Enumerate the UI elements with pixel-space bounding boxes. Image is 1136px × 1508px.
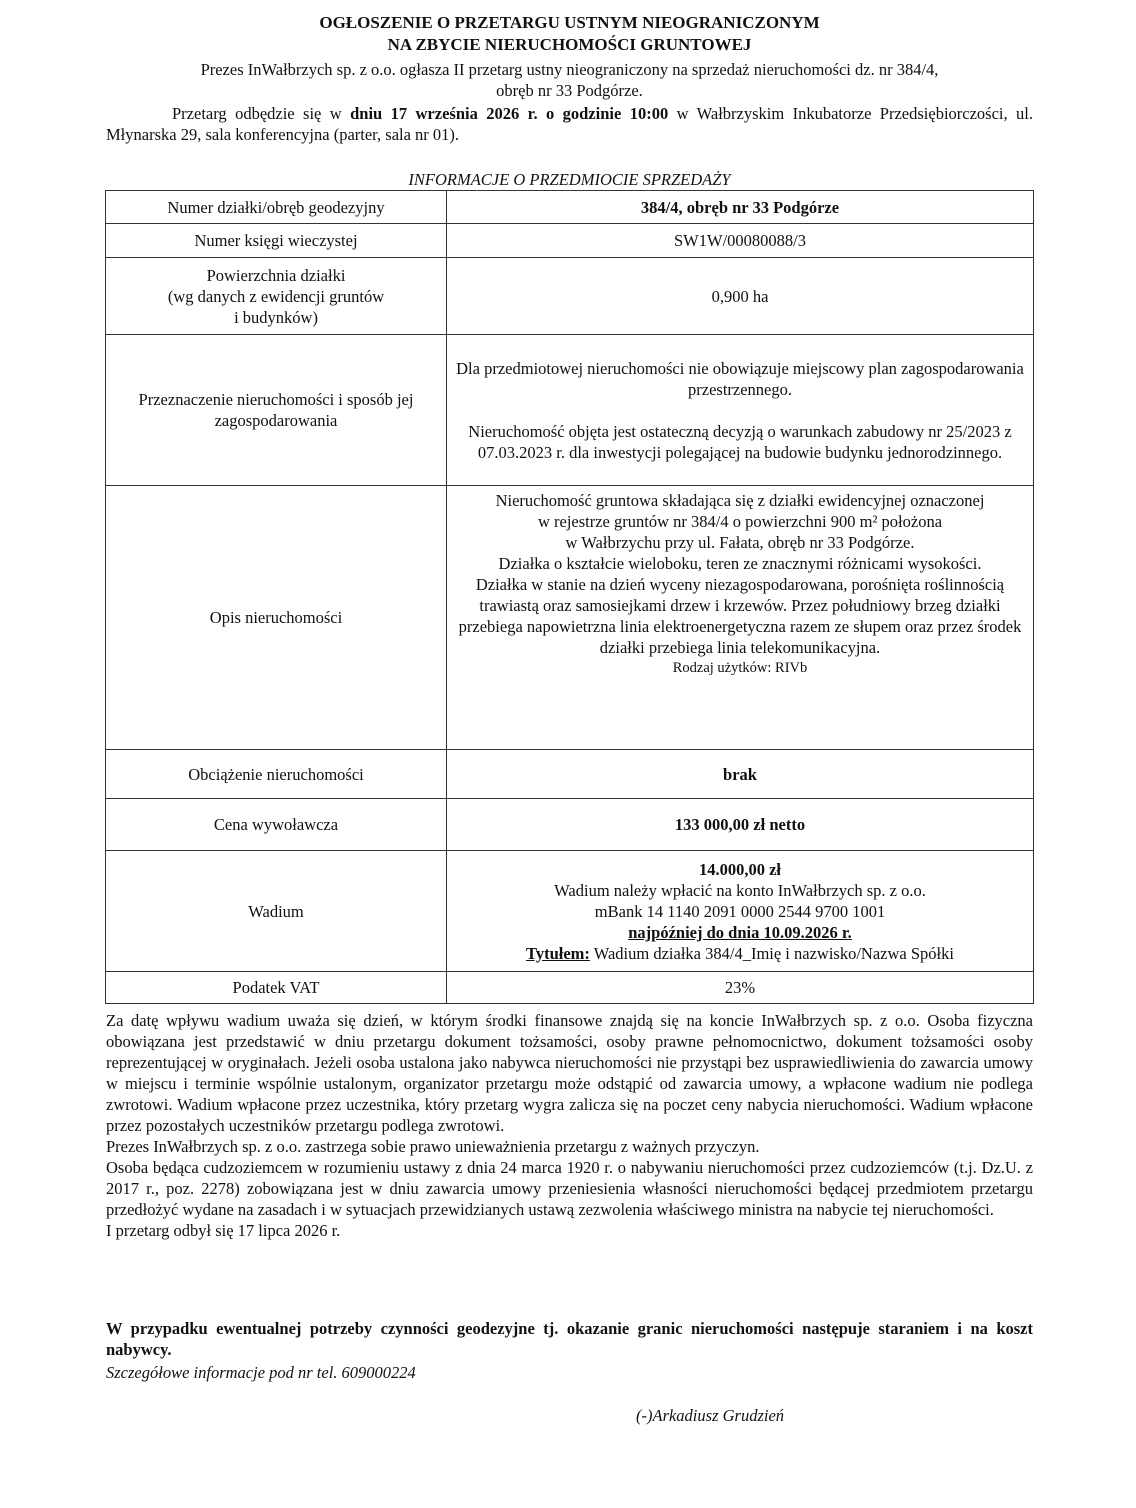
row-label-line: (wg danych z ewidencji gruntów (167, 286, 385, 306)
row-value (447, 486, 1034, 750)
row-label-line: Powierzchnia działki (206, 265, 346, 285)
table-row (106, 224, 1034, 258)
row-value-line: Nieruchomość gruntowa składająca się z działki ewidencyjnej oznaczonej (495, 491, 985, 510)
row-value: 133 000,00 zł netto (447, 799, 1034, 851)
deposit-amount: 14.000,00 zł (698, 859, 782, 879)
row-value-line: Działka w stanie na dzień wyceny niezagospodarowana, porośnięta roślinnością trawiastą oraz samosiejkami drzew i krzewów. Przez południowy brzeg działki przebiega napowietrzna linia elektroenergetyczna razem ze słupem oraz przez środek działki przebiega linia telekomunikacyjna. (458, 575, 1022, 657)
row-value (447, 335, 1034, 486)
schedule-paragraph (106, 103, 1033, 145)
intro-paragraph (106, 59, 1033, 101)
signature: (-)Arkadiusz Grudzień (636, 1406, 785, 1425)
transfer-title (455, 943, 1025, 964)
transfer-title-label: Tytułem: (526, 943, 590, 963)
row-value: SW1W/00080088/3 (447, 224, 1034, 258)
table-row (106, 851, 1034, 972)
row-label: Podatek VAT (106, 972, 447, 1004)
row-value-line: w Wałbrzychu przy ul. Fałata, obręb nr 33 Podgórze. (565, 533, 915, 552)
row-value: brak (447, 750, 1034, 799)
table-row (106, 486, 1034, 750)
intro-line-2: obręb nr 33 Podgórze. (496, 81, 643, 100)
title-line-1: OGŁOSZENIE O PRZETARGU USTNYM NIEOGRANICZONYM (319, 13, 820, 32)
geodesy-notice: W przypadku ewentualnej potrzeby czynności geodezyjne tj. okazanie granic nieruchomości następuje staraniem i na koszt nabywcy. (106, 1319, 1033, 1359)
table-row (106, 258, 1034, 335)
table-row (106, 799, 1034, 851)
table-row (106, 972, 1034, 1004)
row-label: Numer działki/obręb geodezyjny (106, 191, 447, 224)
row-value-line: Dla przedmiotowej nieruchomości nie obowiązuje miejscowy plan zagospodarowania przestrzennego. (456, 358, 1024, 399)
land-use-type: Rodzaj użytków: RIVb (672, 660, 808, 676)
row-value-line: Działka o kształcie wieloboku, teren ze znacznymi różnicami wysokości. (498, 554, 982, 573)
row-value: 384/4, obręb nr 33 Podgórze (447, 191, 1034, 224)
bank-account: mBank 14 1140 2091 0000 2544 9700 1001 (594, 901, 886, 921)
notes-section (106, 1010, 1033, 1241)
transfer-title-text: Wadium działka 384/4_Imię i nazwisko/Nazwa Spółki (589, 943, 954, 963)
table-row (106, 335, 1034, 486)
notes-paragraph: Za datę wpływu wadium uważa się dzień, w którym środki finansowe znajdą się na koncie InWałbrzych sp. z o.o. Osoba fizyczna obowiązana jest przedstawić w dniu przetargu dokument tożsamości, osoby prawne pełnomocnictwo, dokument tożsamości osoby reprezentującej w oryginałach. Jeżeli osoba ustalona jako nabywca nieruchomości nie przystąpi bez usprawiedliwienia do zawarcia umowy w miejscu i terminie wspólnie ustalonym, organizator przetargu może odstąpić od zawarcia umowy, a wpłacone wadium nie podlega zwrotowi. Wadium wpłacone przez uczestnika, który przetarg wygra zalicza się na poczet ceny nabycia nieruchomości. Wadium wpłacone przez pozostałych uczestników przetargu podlega zwrotowi. (106, 1011, 1033, 1135)
notes-paragraph: Prezes InWałbrzych sp. z o.o. zastrzega sobie prawo unieważnienia przetargu z ważnych przyczyn. (106, 1137, 760, 1156)
row-label: Numer księgi wieczystej (106, 224, 447, 258)
row-value-line: w rejestrze gruntów nr 384/4 o powierzchni 900 m² położona (537, 512, 943, 531)
row-label: Opis nieruchomości (106, 486, 447, 750)
schedule-date: dniu 17 września 2026 r. o godzinie 10:00 (350, 104, 669, 123)
row-value: 23% (447, 972, 1034, 1004)
intro-line-1: Prezes InWałbrzych sp. z o.o. ogłasza II przetarg ustny nieograniczony na sprzedaż nieruchomości dz. nr 384/4, (200, 60, 939, 79)
row-label (106, 258, 447, 335)
row-value (447, 851, 1034, 972)
notes-paragraph: I przetarg odbył się 17 lipca 2026 r. (106, 1221, 341, 1240)
title-line-2: NA ZBYCIE NIERUCHOMOŚCI GRUNTOWEJ (387, 35, 752, 54)
notes-paragraph: Osoba będąca cudzoziemcem w rozumieniu ustawy z dnia 24 marca 1920 r. o nabywaniu nieruchomości przez cudzoziemców (t.j. Dz.U. z 2017 r., poz. 2278) zobowiązana jest w dniu zawarcia umowy przeniesienia własności nieruchomości będącej przedmiotem przetargu przedłożyć wydane na zasadach i w sytuacjach przewidzianych ustawą zezwolenia właściwego ministra na nabycie tej nieruchomości. (106, 1158, 1033, 1219)
deposit-deadline: najpóźniej do dnia 10.09.2026 r. (628, 922, 852, 942)
property-info-table (105, 190, 1034, 1004)
schedule-post: w Wałbrzyskim Inkubatorze Przedsiębiorczości, ul. Młynarska 29, sala konferencyjna (parter, sala nr 01). (106, 104, 1033, 144)
deposit-instruction: Wadium należy wpłacić na konto InWałbrzych sp. z o.o. (554, 880, 926, 900)
row-label: Obciążenie nieruchomości (106, 750, 447, 799)
document-title (106, 12, 1033, 56)
row-value-line: Nieruchomość objęta jest ostateczną decyzją o warunkach zabudowy nr 25/2023 z 07.03.2023 r. dla inwestycji polegającej na budowie budynku jednorodzinnego. (468, 421, 1012, 462)
row-label-line: i budynków) (234, 307, 318, 327)
table-row (106, 191, 1034, 224)
table-row (106, 750, 1034, 799)
row-label: Przeznaczenie nieruchomości i sposób jej zagospodarowania (106, 335, 447, 486)
line-gap (455, 400, 1025, 421)
schedule-pre: Przetarg odbędzie się w (172, 104, 351, 123)
table-caption: INFORMACJE O PRZEDMIOCIE SPRZEDAŻY (408, 170, 731, 189)
row-label: Cena wywoławcza (106, 799, 447, 851)
row-value: 0,900 ha (447, 258, 1034, 335)
contact-info: Szczegółowe informacje pod nr tel. 609000224 (106, 1363, 416, 1382)
row-label: Wadium (106, 851, 447, 972)
